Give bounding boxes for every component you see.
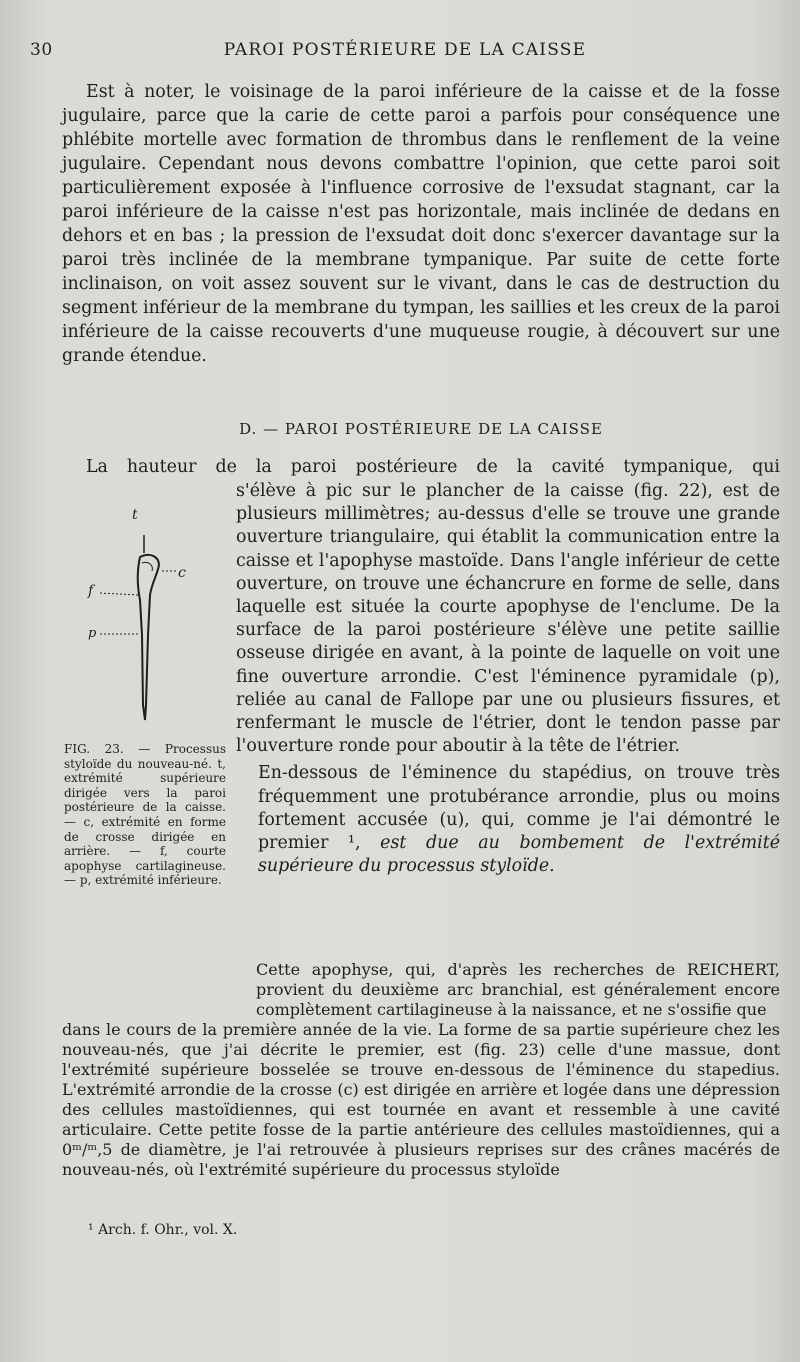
figure-label-c: c xyxy=(178,565,186,581)
running-title: PAROI POSTÉRIEURE DE LA CAISSE xyxy=(223,40,587,60)
styloid-process-drawing xyxy=(80,505,220,740)
styloid-protuberance-italic: est due au bombement de l'extrémité supérieure du processus styloïde. xyxy=(258,833,780,877)
section-title: D. — PAROI POSTÉRIEURE DE LA CAISSE xyxy=(239,420,603,438)
paragraph-posterior-wall-first-line: La hauteur de la paroi postérieure de la cavité tympanique, qui xyxy=(86,457,780,477)
posterior-wall-text: s'élève à pic sur le plancher de la caisse (fig. 22), est de plusieurs millimètres; au-dessus d'elle se trouve une grande ouverture triangulaire, qui établit la communication entre la caisse et l'apophyse mastoïde. Dans l'angle inférieur de cette ouverture, on trouve une échancrure en forme de selle, dans laquelle est située la courte apophyse de l'enclume. De la surface de la paroi postérieure s'élève une petite saillie osseuse dirigée en avant, à la pointe de laquelle on voit une fine ouverture arrondie. C'est l'éminence pyramidale (p), reliée au canal de Fallope par une ou plusieurs fissures, et renfermant le muscle de l'étrier, dont le tendon passe par l'ouverture ronde pour aboutir à la tête de l'étrier. xyxy=(236,481,780,757)
footnote: ¹ Arch. f. Ohr., vol. X. xyxy=(88,1222,238,1238)
figure-label-p: p xyxy=(88,626,97,641)
styloid-protuberance-text xyxy=(236,762,780,878)
figure-styloid-process xyxy=(80,505,220,740)
paragraph-posterior-wall-body xyxy=(236,480,780,878)
apophysis-continuation: dans le cours de la première année de la vie. La forme de sa partie supérieure chez les nouveau-nés, que j'ai décrite le premier, est (fig. 23) celle d'une massue, dont l'extrémité supérieure bosselée se trouve en-dessous de l'éminence du stapedius. L'extrémité arrondie de la crosse (c) est dirigée en arrière et logée dans une dépression des cellules mastoïdiennes, qui est tournée en avant et ressemble à une cavité articulaire. Cette petite fosse de la partie antérieure des cellules mastoïdiennes, qui a 0ᵐ/ᵐ,5 de diamètre, je l'ai retrouvée à plusieurs reprises sur des crânes macérés de nouveau-nés, où l'extrémité supérieure du processus styloïde xyxy=(62,1020,780,1179)
figure-label-f: f xyxy=(88,583,94,599)
paragraph-jugular: Est à noter, le voisinage de la paroi inférieure de la caisse et de la fosse jugulaire, parce que la carie de cette paroi a parfois pour conséquence une phlébite mortelle avec formation de thrombus dans le renflement de la veine jugulaire. Cependant nous devons combattre l'opinion, que cette paroi soit particulièrement exposée à l'influence corrosive de l'exsudat stagnant, car la paroi inférieure de la caisse n'est pas horizontale, mais inclinée de dedans en dehors et en bas ; la pression de l'exsudat doit donc s'exercer davantage sur la paroi très inclinée de la membrane tympanique. Par suite de cette forte inclinaison, on voit assez souvent sur le vivant, dans le cas de destruction du segment inférieur de la membrane du tympan, les saillies et les creux de la paroi inférieure de la caisse recouverts d'une muqueuse rougie, à découvert sur une grande étendue. xyxy=(62,82,780,366)
apophysis-indented-start: Cette apophyse, qui, d'après les recherches de REICHERT, provient du deuxième arc branchial, est généralement encore complètement cartilagineuse à la naissance, et ne s'ossifie que xyxy=(256,960,780,1019)
figure-label-t: t xyxy=(132,507,138,523)
figure-caption: FIG. 23. — Processus styloïde du nouveau-né. t, extrémité supérieure dirigée vers la paroi postérieure de la caisse. — c, extrémité en forme de crosse dirigée en arrière. — f, courte apophyse cartilagineuse. — p, extrémité inférieure. xyxy=(64,742,226,888)
running-header xyxy=(30,40,780,64)
page-number: 30 xyxy=(30,40,53,60)
paragraph-styloid-apophysis xyxy=(62,960,780,1180)
styloid-protuberance-normal: En-dessous de l'éminence du stapédius, on trouve très fréquemment une protubérance arrondie, plus ou moins fortement accusée (u), qui, comme je l'ai démontré le premier ¹, xyxy=(258,763,780,854)
